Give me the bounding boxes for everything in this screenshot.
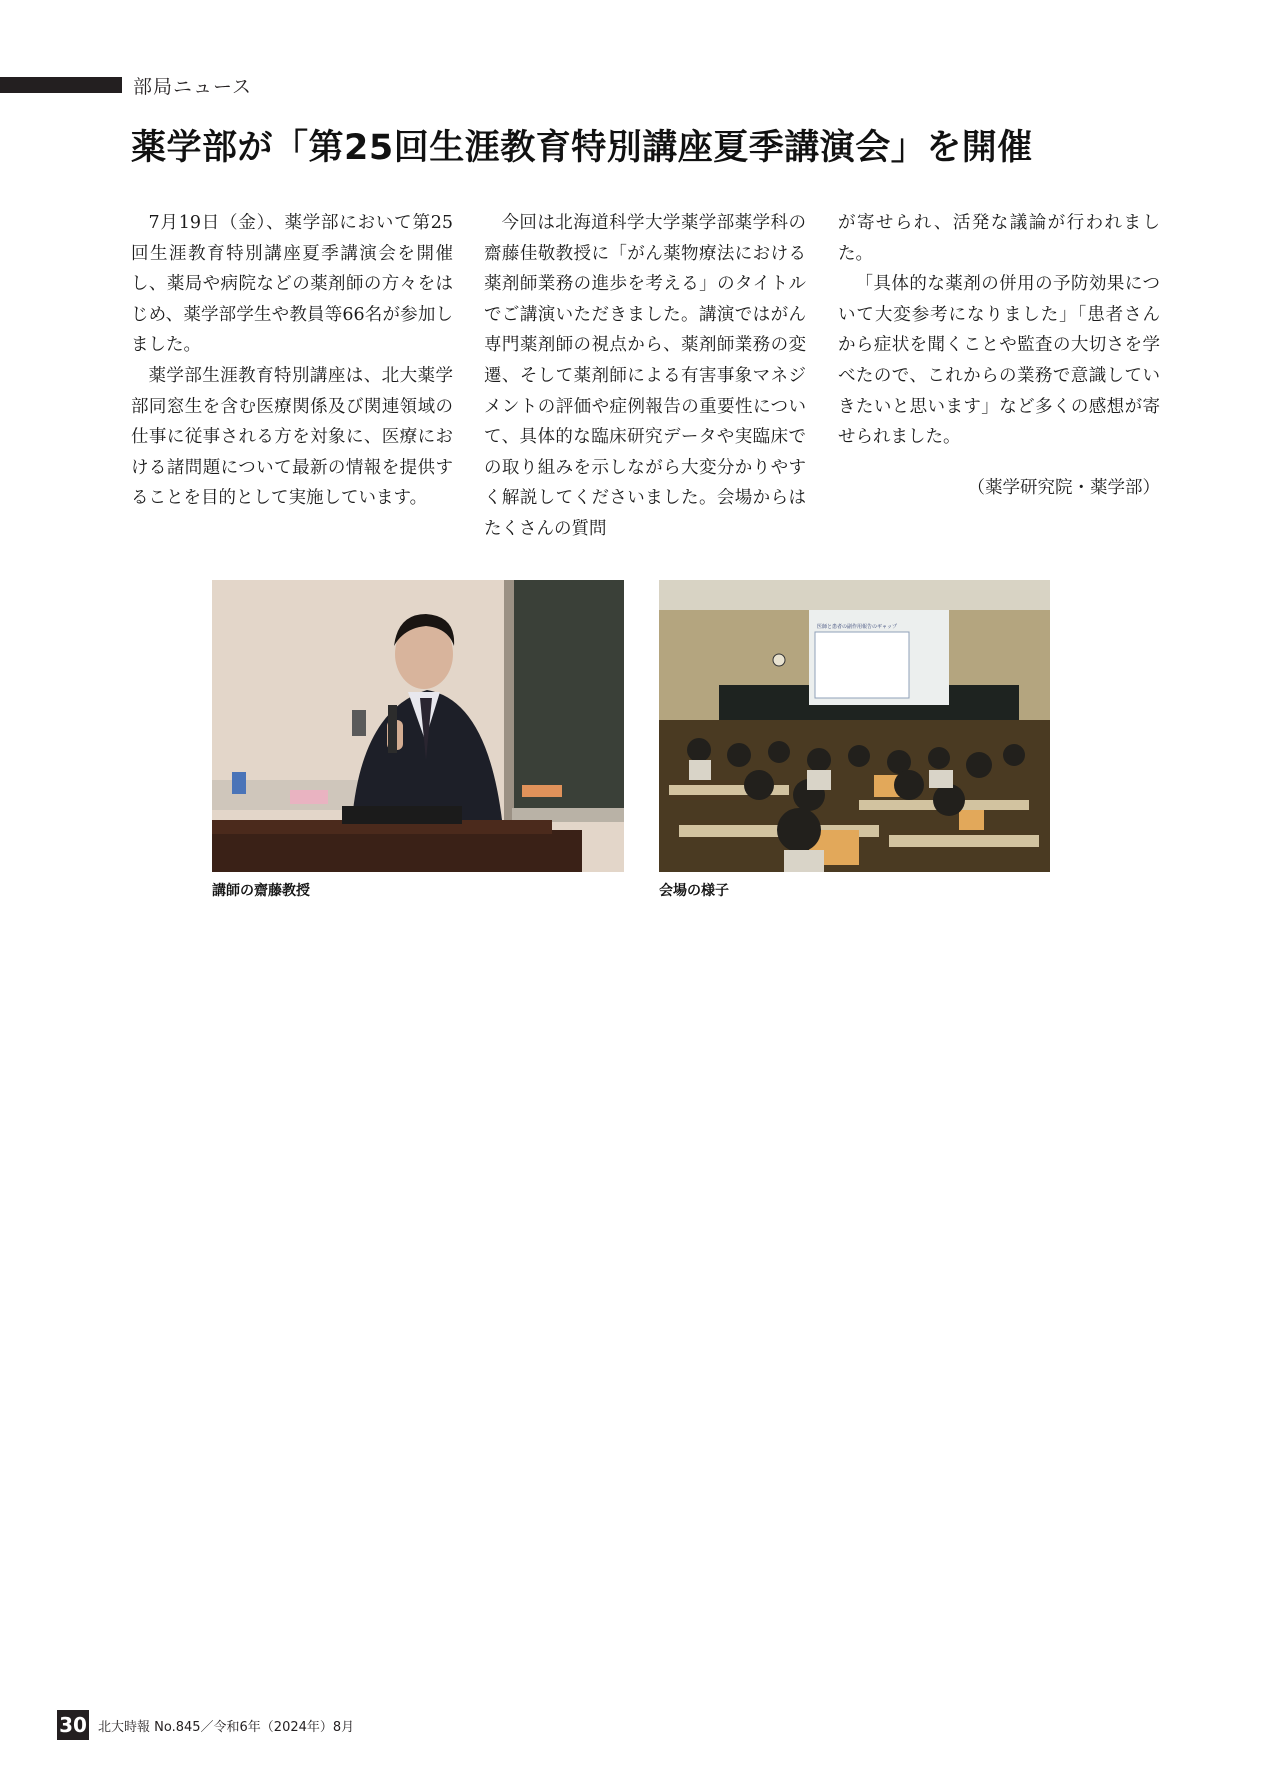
paragraph: 今回は北海道科学大学薬学部薬学科の齋藤佳敬教授に「がん薬物療法における薬剤師業務の進歩を考える」のタイトルでご講演いただきました。講演ではがん専門薬剤師の視点から、薬剤師業務の変遷、そして薬剤師による有害事象マネジメントの評価や症例報告の重要性について、具体的な臨床研究データや実臨床での取り組みを示しながら大変分かりやすく解説してくださいました。会場からはたくさんの質問 — [484, 213, 806, 539]
article-credit: （薬学研究院・薬学部） — [967, 477, 1160, 498]
page-number: 30 — [57, 1710, 89, 1740]
speaker-photo-illustration — [212, 580, 624, 872]
article-title: 薬学部が「第25回生涯教育特別講座夏季講演会」を開催 — [131, 128, 1033, 168]
venue-photo — [659, 580, 1050, 872]
speaker-photo — [212, 580, 624, 872]
section-bar — [0, 77, 122, 93]
speaker-photo-caption: 講師の齋藤教授 — [212, 883, 310, 899]
paragraph: 7月19日（金）、薬学部において第25回生涯教育特別講座夏季講演会を開催し、薬局や病院などの薬剤師の方々をはじめ、薬学部学生や教員等66名が参加しました。 — [131, 213, 453, 356]
paragraph: 「具体的な薬剤の併用の予防効果について大変参考になりました」「患者さんから症状を聞くことや監査の大切さを学べたので、これからの業務で意識していきたいと思います」など多くの感想が寄せられました。 — [838, 274, 1160, 448]
venue-photo-caption: 会場の様子 — [659, 883, 729, 899]
paragraph: 薬学部生涯教育特別講座は、北大薬学部同窓生を含む医療関係及び関連領域の仕事に従事される方を対象に、医療における諸問題について最新の情報を提供することを目的として実施しています。 — [131, 365, 453, 509]
article-column-2 — [484, 208, 806, 545]
section-label: 部局ニュース — [133, 76, 253, 98]
slide-title: 医師と患者の副作用報告のギャップ — [817, 624, 898, 630]
article-column-3 — [838, 208, 1160, 503]
article-column-1 — [131, 208, 453, 514]
paragraph: が寄せられ、活発な議論が行われました。 — [838, 213, 1160, 264]
publication-info: 北大時報 No.845／令和6年（2024年）8月 — [98, 1720, 355, 1735]
venue-photo-illustration — [659, 580, 1050, 872]
